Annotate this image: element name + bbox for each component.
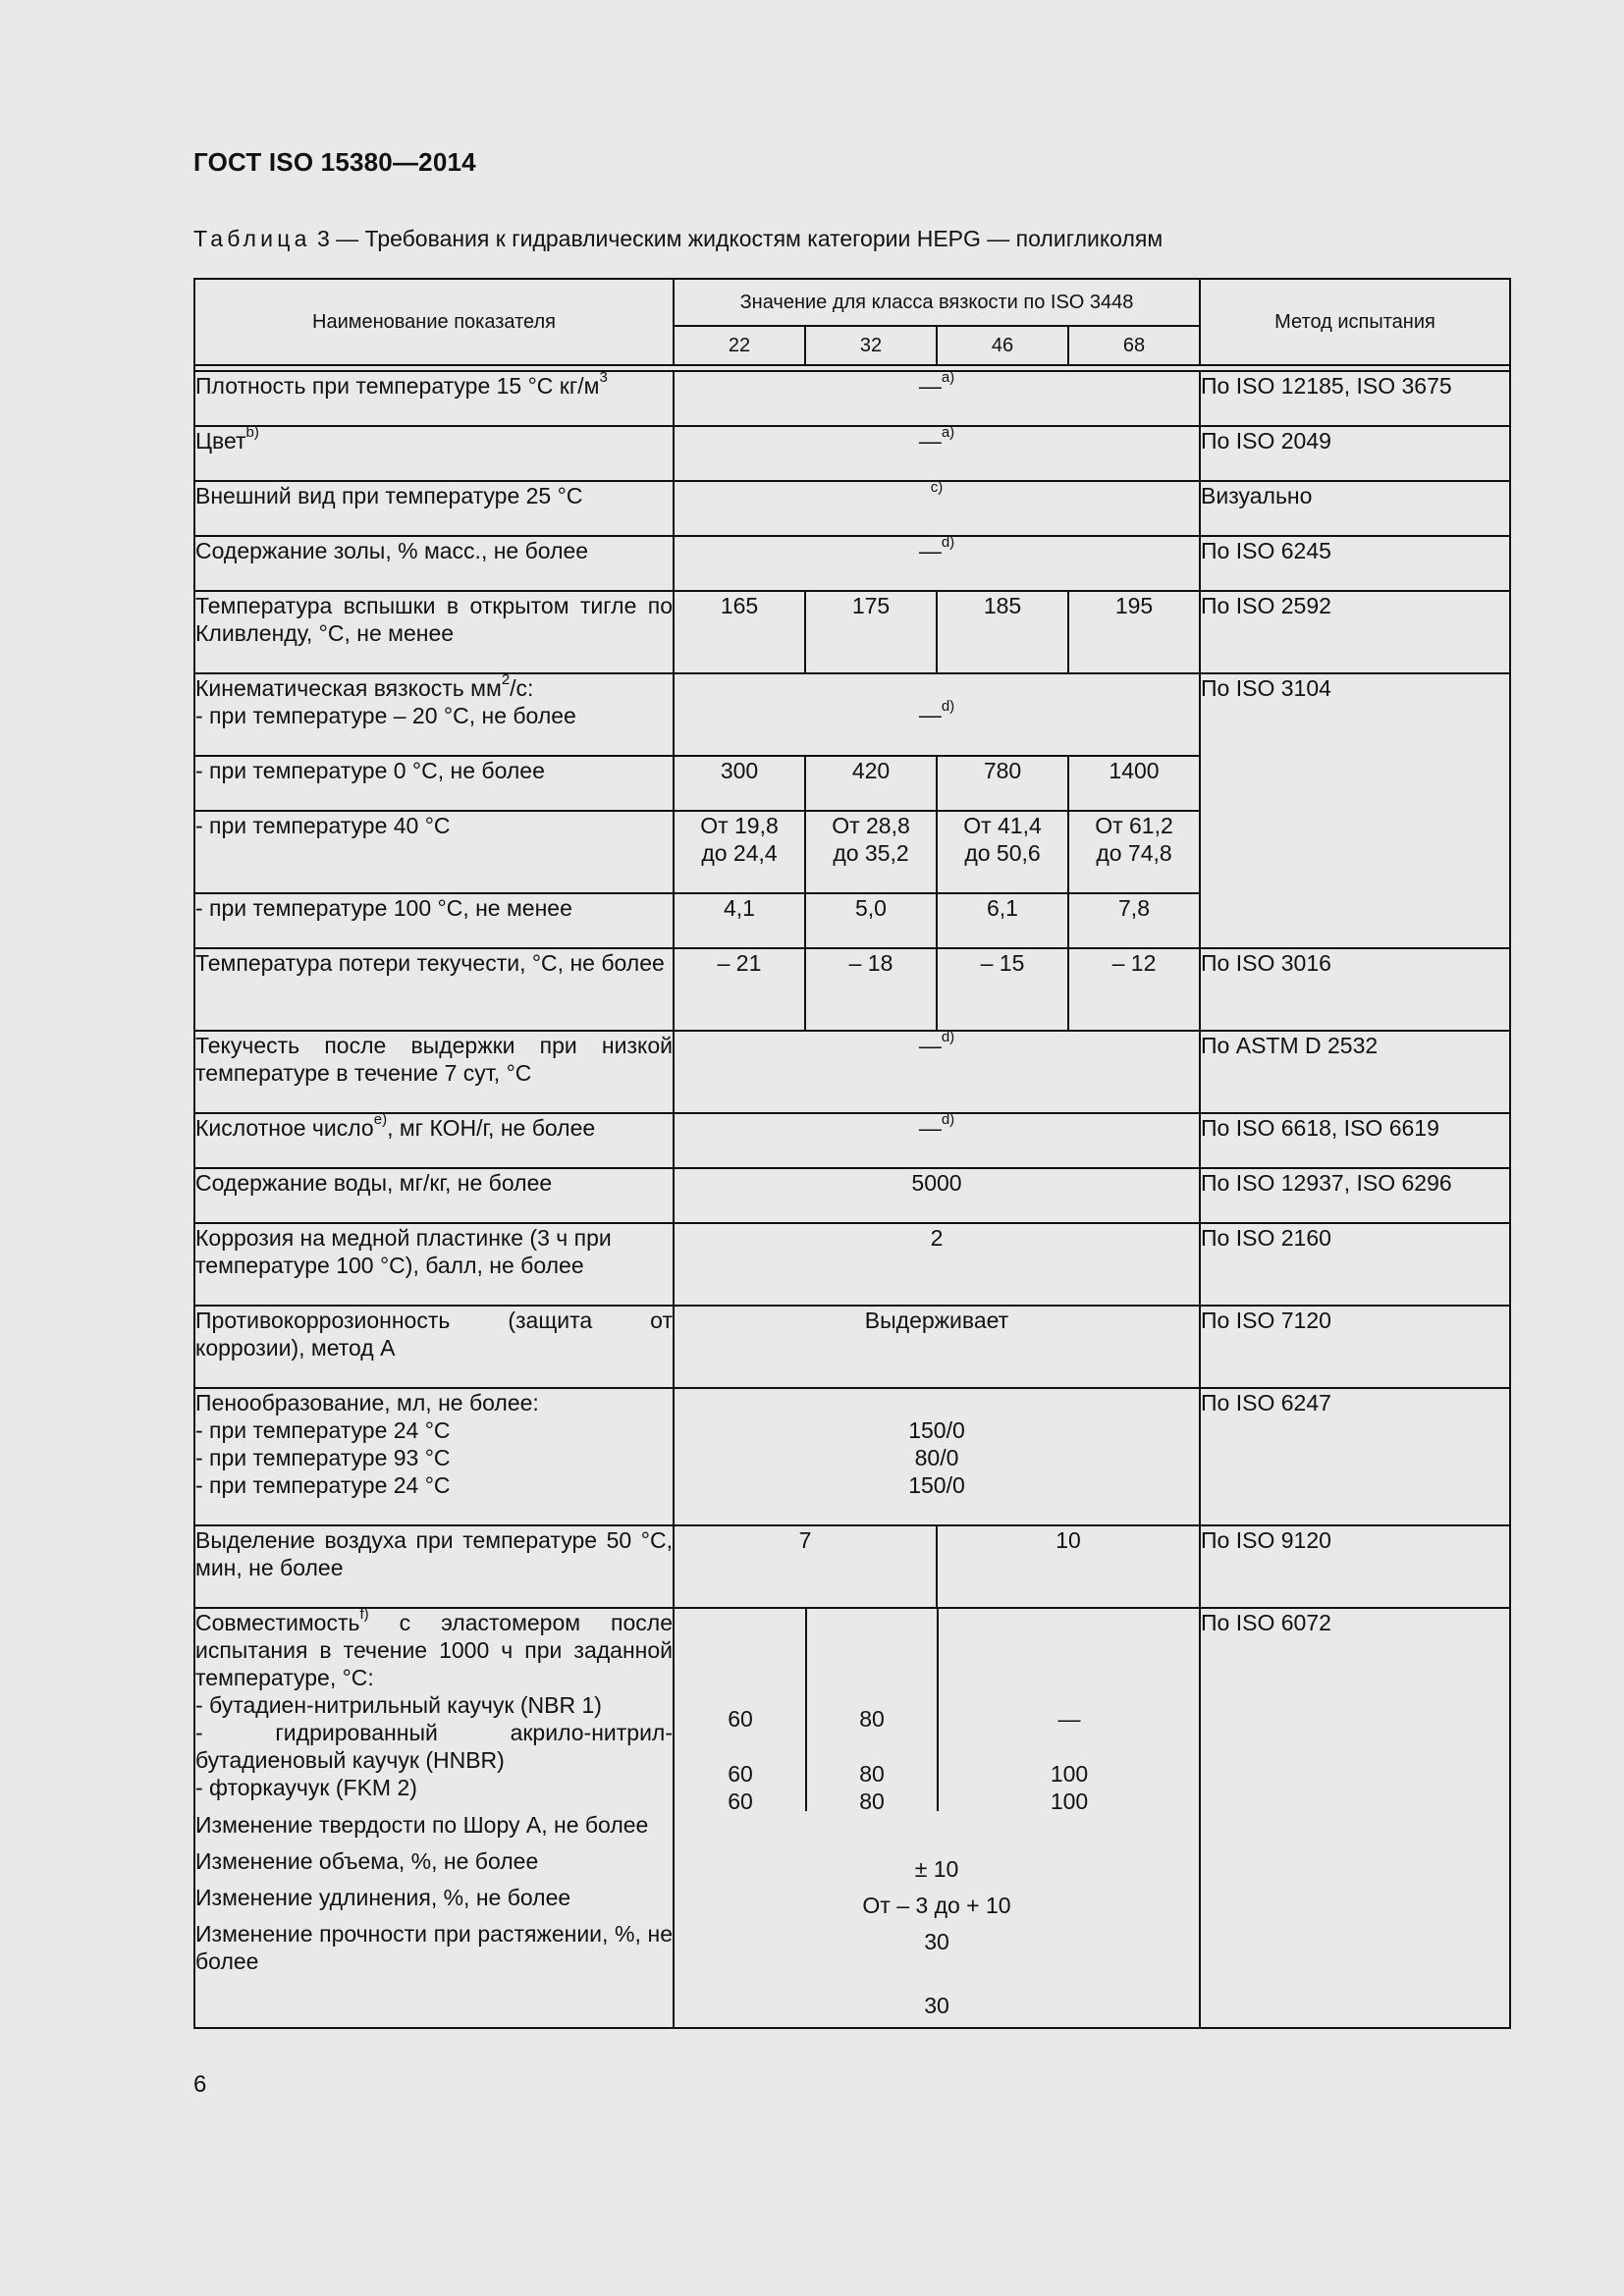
row-method: По ISO 12185, ISO 3675 [1200, 371, 1510, 426]
change-value: 30 [924, 1993, 949, 2018]
row-method: По ASTM D 2532 [1200, 1031, 1510, 1113]
row-air-release [194, 1525, 1510, 1608]
value-68: 1400 [1068, 756, 1200, 811]
row-method: По ISO 3104 [1200, 673, 1510, 948]
value-22: – 21 [674, 948, 805, 1031]
value-46: – 15 [937, 948, 1068, 1031]
foam-sub-1: - при температуре 24 °С [195, 1417, 451, 1443]
header-method: Метод испытания [1200, 279, 1510, 365]
row-foaming [194, 1388, 1510, 1525]
class-46: 46 [937, 326, 1068, 365]
row-flash-point [194, 591, 1510, 673]
row-name: Температура потери текучести, °С, не более [194, 948, 674, 1031]
row-name: Содержание золы, % масс., не более [194, 536, 674, 591]
value-46: От 41,4 до 50,6 [937, 811, 1068, 893]
row-density [194, 371, 1510, 426]
row-value: —$^{d)}$ [674, 673, 1200, 756]
compat-hnbr-22: 60 [728, 1761, 753, 1787]
header-name: Наименование показателя [194, 279, 674, 365]
value-46: 780 [937, 756, 1068, 811]
change-value: 30 [924, 1929, 949, 1954]
compat-fkm-46-68: 100 [1050, 1789, 1089, 1814]
value-68: 7,8 [1068, 893, 1200, 948]
row-method: По ISO 9120 [1200, 1525, 1510, 1608]
change-name: Изменение удлинения, %, не более [195, 1885, 571, 1910]
row-method: По ISO 2160 [1200, 1223, 1510, 1306]
row-acid-number [194, 1113, 1510, 1168]
row-value: —$^{a)}$ [674, 426, 1200, 481]
elastomer-name: - гидрированный акрило-нитрил-бутадиеновый каучук (HNBR) [195, 1720, 673, 1773]
row-name: Коррозия на медной пластинке (3 ч при температуре 100 °С), балл, не более [194, 1223, 674, 1306]
class-22: 22 [674, 326, 805, 365]
value-68: 195 [1068, 591, 1200, 673]
row-value: —$^{d)}$ [674, 1113, 1200, 1168]
row-compatibility [194, 1608, 1510, 2028]
compat-hnbr-46-68: 100 [1050, 1761, 1089, 1787]
row-name: Содержание воды, мг/кг, не более [194, 1168, 674, 1223]
caption-text: 3 — Требования к гидравлическим жидкостям категории HEPG — полигликолям [310, 226, 1164, 251]
value-22: 4,1 [674, 893, 805, 948]
row-pour-point [194, 948, 1510, 1031]
change-value: ± 10 [914, 1856, 959, 1882]
row-value: c) [674, 481, 1200, 536]
row-method: По ISO 2592 [1200, 591, 1510, 673]
compat-hnbr-32: 80 [859, 1761, 885, 1787]
row-value: —$^{d)}$ [674, 536, 1200, 591]
row-value: Выдерживает [674, 1306, 1200, 1388]
elastomer-name: - фторкаучук (FKM 2) [195, 1775, 417, 1800]
compat-nbr-22: 60 [728, 1706, 753, 1732]
row-name: Кинематическая вязкость $мм^2/с$: - при температуре – 20 °С, не более [194, 673, 674, 756]
row-name: Цвет$^{b)}$ [194, 426, 674, 481]
row-name: Текучесть после выдержки при низкой температуре в течение 7 сут, °С [194, 1031, 674, 1113]
row-method: По ISO 6618, ISO 6619 [1200, 1113, 1510, 1168]
row-color [194, 426, 1510, 481]
row-anticorrosion [194, 1306, 1510, 1388]
row-name: - при температуре 100 °С, не менее [194, 893, 674, 948]
row-value: —$^{a)}$ [674, 371, 1200, 426]
row-ash [194, 536, 1510, 591]
compat-fkm-32: 80 [859, 1789, 885, 1814]
compat-nbr-46-68: — [1057, 1706, 1081, 1732]
class-68: 68 [1068, 326, 1200, 365]
row-water [194, 1168, 1510, 1223]
foam-sub-2: - при температуре 93 °С [195, 1445, 451, 1470]
row-value: 5000 [674, 1168, 1200, 1223]
value-46: 185 [937, 591, 1068, 673]
value-68: – 12 [1068, 948, 1200, 1031]
row-method: По ISO 6245 [1200, 536, 1510, 591]
row-name: Совместимость$^{f)}$ с эластомером после испытания в течение 1000 ч при заданной температуре, °С: - бутадиен-нитрильный каучук (NBR 1) - гидрированный акрило-нитрил-бутадиеновый каучук (HNBR) - фторкаучук (FKM 2) Изменение твердости по Шору А, не более Изменение объема, %, не более Изменение удлинения, %, не более Изменение прочности при растяжении, %, не более [194, 1608, 674, 2028]
change-name: Изменение объема, %, не более [195, 1848, 539, 1874]
caption-prefix: Таблица [193, 226, 311, 251]
change-name: Изменение твердости по Шору А, не более [195, 1812, 649, 1838]
row-method: По ISO 7120 [1200, 1306, 1510, 1388]
document-header: ГОСТ ISO 15380—2014 [193, 147, 476, 177]
value-46-68: 10 [937, 1525, 1200, 1608]
foam-sub-3: - при температуре 24 °С [195, 1472, 451, 1498]
table-caption [193, 226, 1163, 252]
foam-value-2: 80/0 [914, 1445, 959, 1470]
row-appearance [194, 481, 1510, 536]
row-name: - при температуре 40 °С [194, 811, 674, 893]
row-name: Противокоррозионность (защита от коррозии), метод А [194, 1306, 674, 1388]
value-32: От 28,8 до 35,2 [805, 811, 937, 893]
row-method: По ISO 6247 [1200, 1388, 1510, 1525]
change-name: Изменение прочности при растяжении, %, не более [195, 1921, 673, 1974]
value-46: 6,1 [937, 893, 1068, 948]
compat-nbr-32: 80 [859, 1706, 885, 1732]
foam-value-3: 150/0 [908, 1472, 965, 1498]
compat-values [674, 1608, 1200, 2028]
header-values: Значение для класса вязкости по ISO 3448 [674, 279, 1200, 326]
row-method: Визуально [1200, 481, 1510, 536]
row-name: Температура вспышки в открытом тигле по Кливленду, °С, не менее [194, 591, 674, 673]
row-name: Плотность при температуре 15 °С $кг/м^3$ [194, 371, 674, 426]
change-value: От – 3 до + 10 [862, 1893, 1011, 1918]
foam-value-1: 150/0 [908, 1417, 965, 1443]
value-22: 165 [674, 591, 805, 673]
value-32: – 18 [805, 948, 937, 1031]
row-method: По ISO 3016 [1200, 948, 1510, 1031]
compat-fkm-22: 60 [728, 1789, 753, 1814]
row-name: Кислотное число$^{e)}$, мг КОН/г, не более [194, 1113, 674, 1168]
value-32: 175 [805, 591, 937, 673]
row-method: По ISO 6072 [1200, 1608, 1510, 2028]
change-values [675, 1829, 1199, 2018]
compat-grid [675, 1623, 1199, 1829]
class-32: 32 [805, 326, 937, 365]
row-fluidity [194, 1031, 1510, 1113]
row-copper-corrosion [194, 1223, 1510, 1306]
value-68: От 61,2 до 74,8 [1068, 811, 1200, 893]
page-number: 6 [193, 2071, 207, 2098]
value-22: От 19,8 до 24,4 [674, 811, 805, 893]
row-value: —$^{d)}$ [674, 1031, 1200, 1113]
row-value: 2 [674, 1223, 1200, 1306]
value-22: 300 [674, 756, 805, 811]
elastomer-name: - бутадиен-нитрильный каучук (NBR 1) [195, 1692, 602, 1718]
table-header-row [194, 279, 1510, 326]
requirements-table [193, 278, 1511, 2029]
row-name: Пенообразование, мл, не более: - при температуре 24 °С - при температуре 93 °С - при температуре 24 °С [194, 1388, 674, 1525]
row-name: Внешний вид при температуре 25 °С [194, 481, 674, 536]
row-name: Выделение воздуха при температуре 50 °С, мин, не более [194, 1525, 674, 1608]
row-kinematic-viscosity [194, 673, 1510, 756]
row-method: По ISO 2049 [1200, 426, 1510, 481]
value-32: 5,0 [805, 893, 937, 948]
row-name: - при температуре 0 °С, не более [194, 756, 674, 811]
value-22-32: 7 [674, 1525, 937, 1608]
row-method: По ISO 12937, ISO 6296 [1200, 1168, 1510, 1223]
value-32: 420 [805, 756, 937, 811]
row-value [674, 1388, 1200, 1525]
